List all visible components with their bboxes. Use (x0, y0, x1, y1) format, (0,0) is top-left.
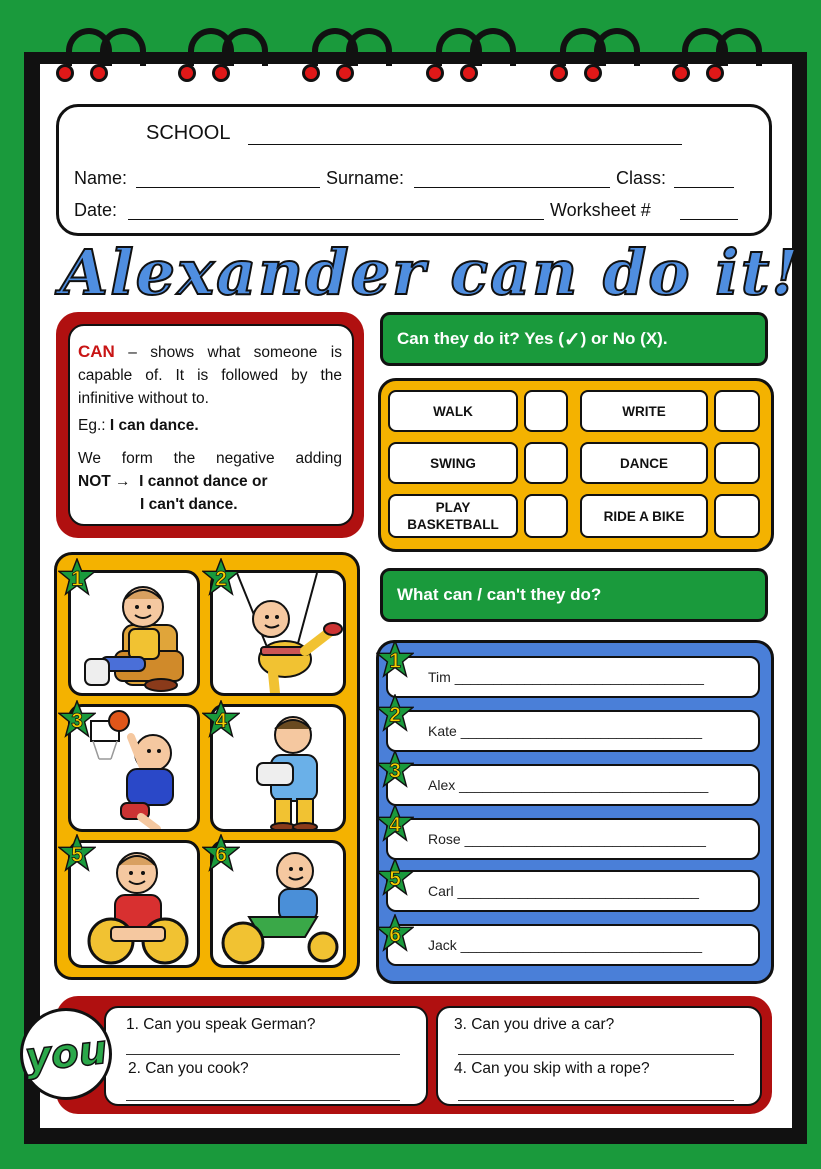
svg-text:6: 6 (389, 923, 401, 947)
question-1: 1. Can you speak German? (126, 1016, 316, 1033)
grammar-explanation (68, 324, 354, 526)
svg-text:2: 2 (389, 703, 401, 727)
verb-swing: SWING (388, 442, 518, 484)
verb-play-basketball: PLAY BASKETBALL (388, 494, 518, 538)
name-label: Name: (74, 168, 128, 188)
questions-box-left (104, 1006, 428, 1106)
example-line (78, 414, 342, 437)
exercise1-banner (380, 312, 768, 366)
class-label: Class: (616, 168, 667, 188)
binding-hole-icon (56, 64, 74, 82)
not-word: NOT (78, 473, 111, 490)
worksheet-title: Alexander can do it! (60, 236, 801, 309)
question-4: 4. Can you skip with a rope? (454, 1060, 650, 1077)
answer-line-1[interactable] (126, 1054, 400, 1055)
svg-text:2: 2 (215, 567, 227, 591)
arrow-icon: → (115, 473, 131, 490)
sentence-number-3 (376, 750, 414, 788)
svg-text:5: 5 (71, 843, 83, 867)
write-line-jack[interactable]: Jack _______________________________ (386, 924, 760, 966)
name-jack: Jack (428, 937, 457, 953)
write-line-kate[interactable]: Kate _______________________________ (386, 710, 760, 752)
svg-text:1: 1 (389, 649, 401, 673)
binding-hole-icon (212, 64, 230, 82)
negative-example-2: I can't dance. (140, 496, 238, 513)
svg-text:3: 3 (389, 759, 401, 783)
sentence-number-4 (376, 804, 414, 842)
binding-hole-icon (672, 64, 690, 82)
verb-dance: DANCE (580, 442, 708, 484)
answer-box-dance[interactable] (714, 442, 760, 484)
spiral-ring-icon (594, 28, 640, 66)
svg-text:3: 3 (71, 709, 83, 733)
verb-ride-a-bike: RIDE A BIKE (580, 494, 708, 538)
write-line-rose[interactable]: Rose _______________________________ (386, 818, 760, 860)
answer-box-walk[interactable] (524, 390, 568, 432)
banner-text-middle: ) or No ( (580, 329, 646, 348)
svg-text:4: 4 (215, 709, 227, 733)
name-tim: Tim (428, 669, 451, 685)
binding-hole-icon (90, 64, 108, 82)
negative-example-1: I cannot dance or (139, 473, 268, 490)
name-alex: Alex (428, 777, 456, 793)
svg-text:5: 5 (389, 867, 401, 891)
svg-text:1: 1 (71, 567, 83, 591)
svg-text:6: 6 (215, 843, 227, 867)
spiral-ring-icon (470, 28, 516, 66)
questions-box-right (436, 1006, 762, 1106)
name-kate: Kate (428, 723, 457, 739)
sentence-number-6 (376, 914, 414, 952)
spiral-ring-icon (716, 28, 762, 66)
sentence-number-5 (376, 858, 414, 896)
binding-hole-icon (426, 64, 444, 82)
spiral-ring-icon (346, 28, 392, 66)
picture-number-6 (202, 834, 240, 872)
you-badge (20, 1008, 112, 1100)
class-field[interactable] (674, 187, 734, 188)
write-line-carl[interactable]: Carl _______________________________ (386, 870, 760, 912)
question-2: 2. Can you cook? (128, 1060, 249, 1077)
definition-text: – shows what someone is capable of. It is followed by the infinitive without to. (78, 344, 342, 407)
cross-icon: X (645, 329, 658, 348)
binding-hole-icon (706, 64, 724, 82)
you-label: you (22, 1026, 110, 1082)
negative-line-2 (78, 493, 342, 516)
banner-text: Can they do it? Yes ( (397, 329, 564, 348)
verb-write: WRITE (580, 390, 708, 432)
date-field[interactable] (128, 219, 544, 220)
write-line-alex[interactable]: Alex ________________________________ (386, 764, 760, 806)
answer-box-write[interactable] (714, 390, 760, 432)
sentence-number-2 (376, 694, 414, 732)
sentence-number-1 (376, 640, 414, 678)
date-label: Date: (74, 200, 118, 220)
can-word: CAN (78, 342, 115, 361)
banner-text-suffix: ). (657, 329, 668, 348)
picture-number-4 (202, 700, 240, 738)
example-label: Eg.: (78, 417, 106, 434)
answer-line-4[interactable] (458, 1100, 734, 1101)
exercise2-banner: What can / can't they do? (380, 568, 768, 622)
spiral-ring-icon (100, 28, 146, 66)
negative-intro: We form the negative adding (78, 450, 342, 467)
answer-box-ride-a-bike[interactable] (714, 494, 760, 538)
spiral-ring-icon (222, 28, 268, 66)
example-text: I can dance. (109, 417, 199, 434)
binding-hole-icon (584, 64, 602, 82)
picture-number-2 (202, 558, 240, 596)
answer-line-3[interactable] (458, 1054, 734, 1055)
binding-hole-icon (336, 64, 354, 82)
surname-label: Surname: (326, 168, 405, 188)
binding-hole-icon (302, 64, 320, 82)
name-rose: Rose (428, 831, 461, 847)
check-icon: ✓ (563, 328, 581, 351)
question-3: 3. Can you drive a car? (454, 1016, 615, 1033)
binding-hole-icon (178, 64, 196, 82)
surname-field[interactable] (414, 187, 610, 188)
answer-line-2[interactable] (126, 1100, 400, 1101)
school-label: SCHOOL (146, 122, 231, 144)
school-field[interactable] (248, 144, 682, 145)
picture-number-3 (58, 700, 96, 738)
verb-walk: WALK (388, 390, 518, 432)
picture-number-5 (58, 834, 96, 872)
negative-line-1 (78, 470, 342, 493)
can-definition (78, 340, 342, 410)
worksheet-label: Worksheet # (550, 200, 651, 220)
binding-hole-icon (550, 64, 568, 82)
picture-number-1 (58, 558, 96, 596)
worksheet-number-field[interactable] (680, 219, 738, 220)
write-line-tim[interactable]: Tim ________________________________ (386, 656, 760, 698)
name-carl: Carl (428, 883, 454, 899)
answer-box-swing[interactable] (524, 442, 568, 484)
binding-hole-icon (460, 64, 478, 82)
answer-box-play-basketball[interactable] (524, 494, 568, 538)
name-field[interactable] (136, 187, 320, 188)
svg-text:4: 4 (389, 813, 401, 837)
